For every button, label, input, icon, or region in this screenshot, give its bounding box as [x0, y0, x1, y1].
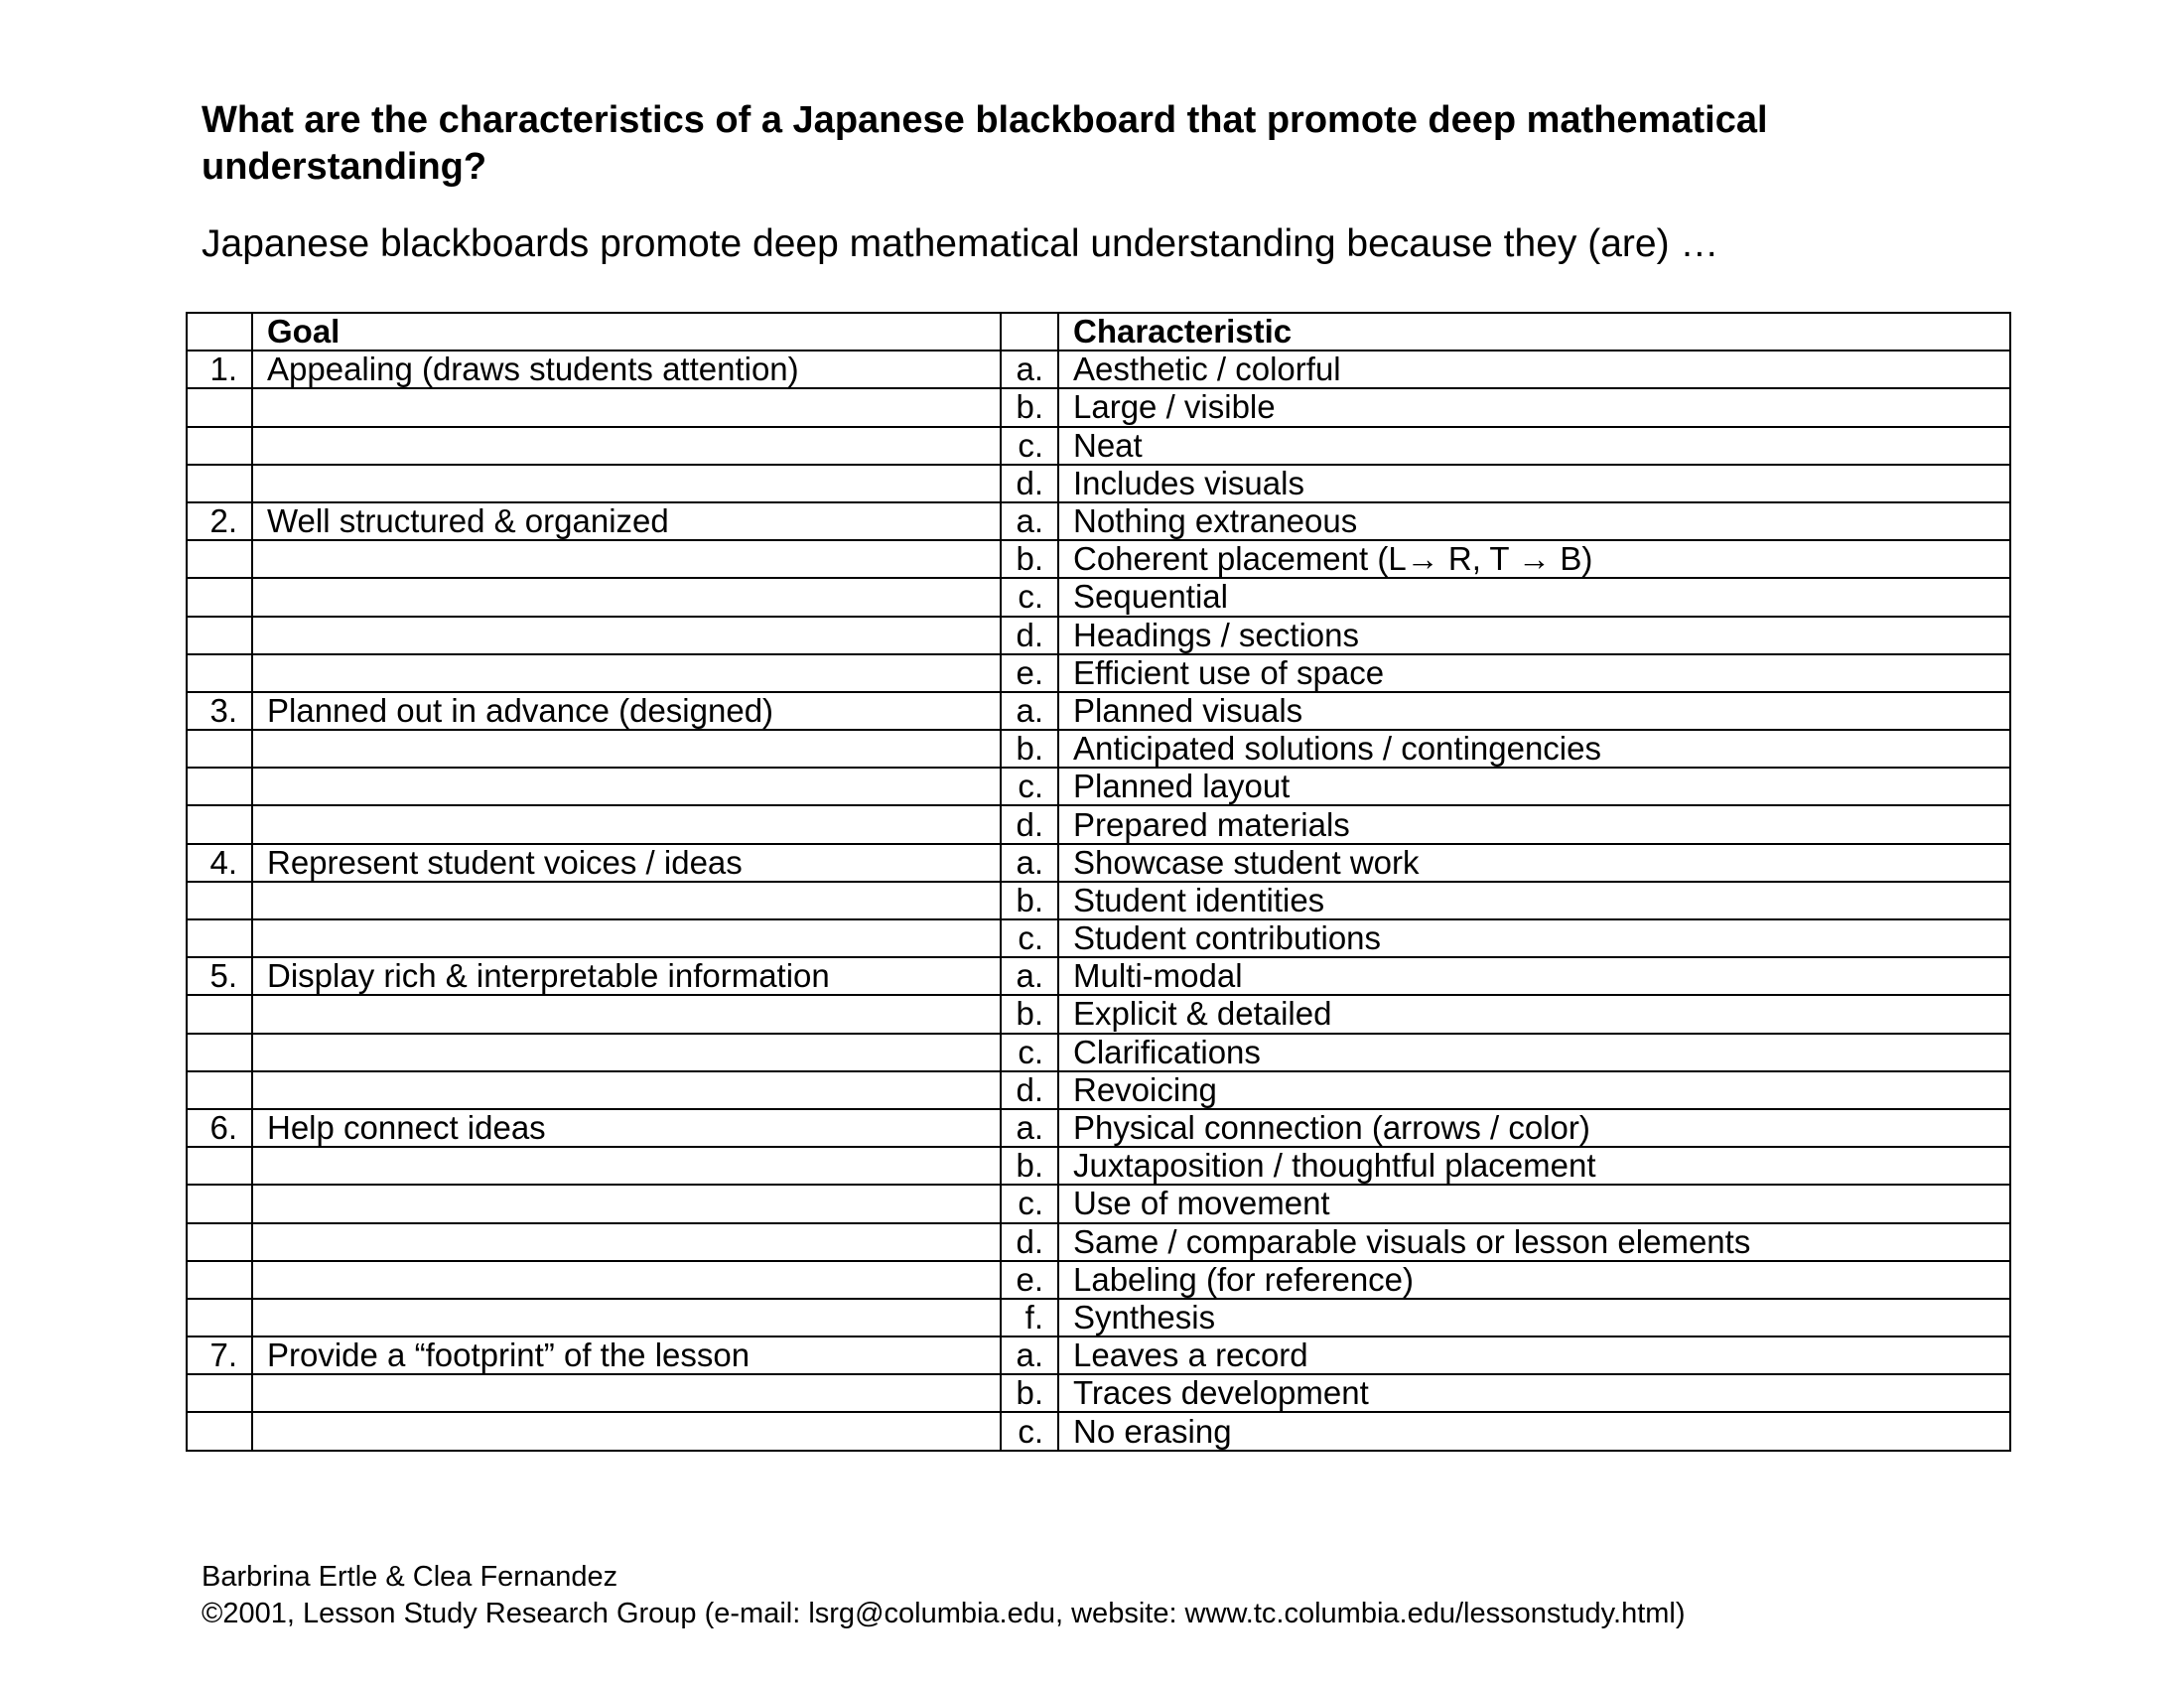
- row-number: [187, 805, 252, 843]
- characteristic-cell: Planned visuals: [1058, 692, 2010, 730]
- item-letter: d.: [1001, 805, 1058, 843]
- item-letter: a.: [1001, 844, 1058, 882]
- item-letter: a.: [1001, 502, 1058, 540]
- row-number: [187, 1261, 252, 1299]
- row-number: 6.: [187, 1109, 252, 1147]
- goal-cell: [252, 465, 1001, 502]
- characteristic-cell: Explicit & detailed: [1058, 995, 2010, 1033]
- item-letter: b.: [1001, 1147, 1058, 1185]
- item-letter: c.: [1001, 1185, 1058, 1222]
- goal-cell: [252, 1261, 1001, 1299]
- row-number: [187, 768, 252, 805]
- goal-cell: [252, 388, 1001, 426]
- footer-copyright: ©2001, Lesson Study Research Group (e-mail: lsrg@columbia.edu, website: www.tc.columbia.edu/lessonstudy.html): [202, 1598, 1686, 1629]
- characteristic-cell: Neat: [1058, 427, 2010, 465]
- table-row: [187, 844, 2010, 882]
- characteristic-cell: Efficient use of space: [1058, 654, 2010, 692]
- characteristic-cell: Physical connection (arrows / color): [1058, 1109, 2010, 1147]
- row-number: 4.: [187, 844, 252, 882]
- characteristic-cell: Anticipated solutions / contingencies: [1058, 730, 2010, 768]
- row-number: [187, 1299, 252, 1336]
- table-row: [187, 617, 2010, 654]
- goal-cell: [252, 1034, 1001, 1071]
- row-number: [187, 465, 252, 502]
- goal-cell: [252, 1071, 1001, 1109]
- characteristic-cell: Labeling (for reference): [1058, 1261, 2010, 1299]
- table-row: [187, 351, 2010, 388]
- characteristic-cell: Large / visible: [1058, 388, 2010, 426]
- row-number: [187, 919, 252, 957]
- goal-cell: [252, 1185, 1001, 1222]
- characteristic-cell: Planned layout: [1058, 768, 2010, 805]
- goal-cell: [252, 1412, 1001, 1450]
- goal-cell: Provide a “footprint” of the lesson: [252, 1336, 1001, 1374]
- table-row: [187, 1336, 2010, 1374]
- goal-cell: Represent student voices / ideas: [252, 844, 1001, 882]
- item-letter: a.: [1001, 351, 1058, 388]
- table-row: [187, 427, 2010, 465]
- characteristic-cell: Same / comparable visuals or lesson elements: [1058, 1223, 2010, 1261]
- row-number: [187, 578, 252, 616]
- goal-cell: Help connect ideas: [252, 1109, 1001, 1147]
- table-row: [187, 995, 2010, 1033]
- item-letter: a.: [1001, 1109, 1058, 1147]
- row-number: [187, 1374, 252, 1412]
- item-letter: c.: [1001, 427, 1058, 465]
- item-letter: b.: [1001, 995, 1058, 1033]
- characteristic-cell: Clarifications: [1058, 1034, 2010, 1071]
- item-letter: e.: [1001, 654, 1058, 692]
- characteristic-cell: Student contributions: [1058, 919, 2010, 957]
- characteristic-cell: Traces development: [1058, 1374, 2010, 1412]
- table-row: [187, 540, 2010, 578]
- table-row: [187, 388, 2010, 426]
- row-number: 7.: [187, 1336, 252, 1374]
- characteristic-cell: Use of movement: [1058, 1185, 2010, 1222]
- row-number: 2.: [187, 502, 252, 540]
- header-characteristic: Characteristic: [1058, 313, 2010, 351]
- table-row: [187, 465, 2010, 502]
- item-letter: d.: [1001, 1223, 1058, 1261]
- row-number: [187, 1071, 252, 1109]
- header-num: [187, 313, 252, 351]
- goal-cell: [252, 654, 1001, 692]
- item-letter: b.: [1001, 730, 1058, 768]
- item-letter: d.: [1001, 617, 1058, 654]
- goal-cell: [252, 730, 1001, 768]
- characteristic-cell: Sequential: [1058, 578, 2010, 616]
- characteristic-cell: Nothing extraneous: [1058, 502, 2010, 540]
- table-header-row: [187, 313, 2010, 351]
- goal-cell: [252, 882, 1001, 919]
- row-number: [187, 427, 252, 465]
- table-row: [187, 1185, 2010, 1222]
- item-letter: b.: [1001, 388, 1058, 426]
- item-letter: e.: [1001, 1261, 1058, 1299]
- row-number: [187, 882, 252, 919]
- table-row: [187, 1261, 2010, 1299]
- page-title: What are the characteristics of a Japanese blackboard that promote deep mathematical understanding?: [202, 99, 1768, 188]
- goal-cell: Well structured & organized: [252, 502, 1001, 540]
- table-row: [187, 692, 2010, 730]
- goal-cell: [252, 540, 1001, 578]
- table-row: [187, 1147, 2010, 1185]
- goal-cell: [252, 919, 1001, 957]
- table-row: [187, 957, 2010, 995]
- goal-cell: [252, 768, 1001, 805]
- characteristic-cell: Synthesis: [1058, 1299, 2010, 1336]
- goal-cell: [252, 427, 1001, 465]
- goal-cell: [252, 1374, 1001, 1412]
- item-letter: a.: [1001, 1336, 1058, 1374]
- table-row: [187, 654, 2010, 692]
- goal-cell: Planned out in advance (designed): [252, 692, 1001, 730]
- table-row: [187, 768, 2010, 805]
- row-number: [187, 617, 252, 654]
- goal-cell: [252, 1147, 1001, 1185]
- item-letter: d.: [1001, 465, 1058, 502]
- page-subtitle: Japanese blackboards promote deep mathematical understanding because they (are) …: [202, 222, 1719, 265]
- table-row: [187, 882, 2010, 919]
- characteristic-cell: Multi-modal: [1058, 957, 2010, 995]
- table-row: [187, 1299, 2010, 1336]
- goal-cell: [252, 578, 1001, 616]
- item-letter: c.: [1001, 1034, 1058, 1071]
- item-letter: f.: [1001, 1299, 1058, 1336]
- table-row: [187, 730, 2010, 768]
- row-number: [187, 1412, 252, 1450]
- characteristic-cell: Revoicing: [1058, 1071, 2010, 1109]
- characteristic-cell: Includes visuals: [1058, 465, 2010, 502]
- characteristic-cell: Showcase student work: [1058, 844, 2010, 882]
- row-number: 1.: [187, 351, 252, 388]
- characteristic-cell: Juxtaposition / thoughtful placement: [1058, 1147, 2010, 1185]
- item-letter: b.: [1001, 1374, 1058, 1412]
- table-row: [187, 502, 2010, 540]
- header-goal: Goal: [252, 313, 1001, 351]
- row-number: [187, 730, 252, 768]
- row-number: [187, 388, 252, 426]
- table-row: [187, 805, 2010, 843]
- goal-cell: [252, 1299, 1001, 1336]
- row-number: [187, 1034, 252, 1071]
- table-row: [187, 1374, 2010, 1412]
- goal-cell: [252, 1223, 1001, 1261]
- footer: [202, 1559, 1686, 1632]
- item-letter: a.: [1001, 957, 1058, 995]
- goal-cell: Appealing (draws students attention): [252, 351, 1001, 388]
- item-letter: a.: [1001, 692, 1058, 730]
- table-body: [187, 351, 2010, 1450]
- row-number: [187, 1147, 252, 1185]
- characteristic-cell: Coherent placement (L→ R, T → B): [1058, 540, 2010, 578]
- goal-cell: [252, 805, 1001, 843]
- characteristics-table: [186, 312, 2011, 1452]
- row-number: 3.: [187, 692, 252, 730]
- characteristic-cell: No erasing: [1058, 1412, 2010, 1450]
- table-row: [187, 578, 2010, 616]
- goal-cell: Display rich & interpretable information: [252, 957, 1001, 995]
- characteristic-cell: Prepared materials: [1058, 805, 2010, 843]
- item-letter: d.: [1001, 1071, 1058, 1109]
- table-row: [187, 1223, 2010, 1261]
- header-letter: [1001, 313, 1058, 351]
- row-number: [187, 995, 252, 1033]
- item-letter: b.: [1001, 540, 1058, 578]
- goal-cell: [252, 617, 1001, 654]
- goal-cell: [252, 995, 1001, 1033]
- characteristic-cell: Leaves a record: [1058, 1336, 2010, 1374]
- table-row: [187, 1071, 2010, 1109]
- table-row: [187, 919, 2010, 957]
- table-row: [187, 1034, 2010, 1071]
- row-number: [187, 540, 252, 578]
- footer-authors: Barbrina Ertle & Clea Fernandez: [202, 1561, 618, 1593]
- row-number: 5.: [187, 957, 252, 995]
- table-row: [187, 1412, 2010, 1450]
- row-number: [187, 1185, 252, 1222]
- row-number: [187, 654, 252, 692]
- row-number: [187, 1223, 252, 1261]
- table-row: [187, 1109, 2010, 1147]
- characteristic-cell: Aesthetic / colorful: [1058, 351, 2010, 388]
- item-letter: c.: [1001, 919, 1058, 957]
- characteristic-cell: Student identities: [1058, 882, 2010, 919]
- item-letter: b.: [1001, 882, 1058, 919]
- item-letter: c.: [1001, 578, 1058, 616]
- characteristic-cell: Headings / sections: [1058, 617, 2010, 654]
- item-letter: c.: [1001, 768, 1058, 805]
- item-letter: c.: [1001, 1412, 1058, 1450]
